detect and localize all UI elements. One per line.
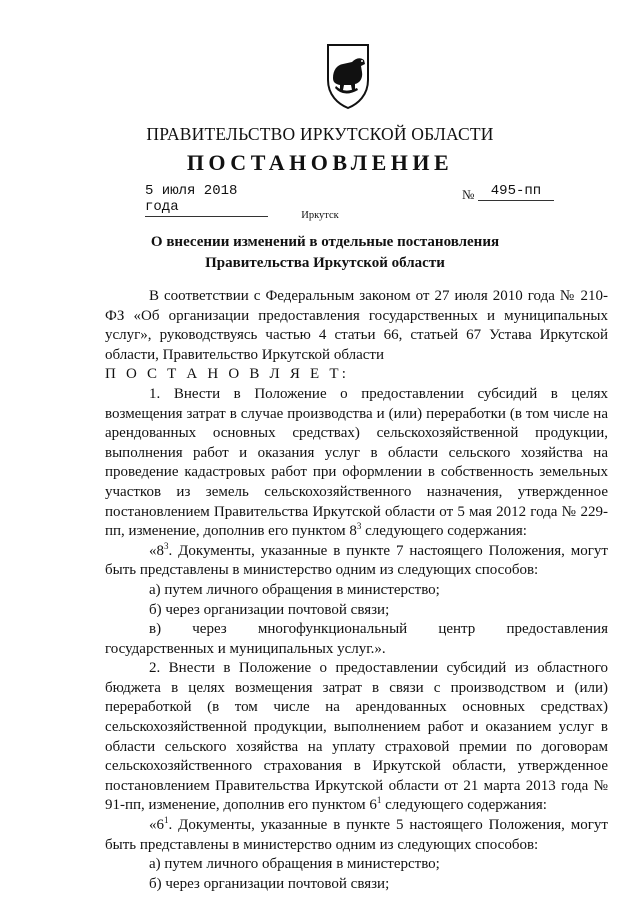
quote-1-paragraph (105, 542, 608, 581)
document-number: 495-пп (478, 183, 554, 201)
quote-1-start: «8 (149, 542, 164, 559)
irkutsk-coat-of-arms-icon (322, 42, 374, 110)
quote-2-option-b: б) через организации почтовой связи; (149, 875, 390, 892)
number-sign: № (462, 187, 475, 202)
item-1-superscript: 3 (356, 521, 362, 532)
item-1-text: 1. Внести в Положение о предоставлении субсидий в целях возмещения затрат в случае производства и (или) переработки (в том числе на арендованных основных средствах) сельскохозяйственной продукции, выполнения работ и оказания услуг в области сельского хозяйства на проведение кадастровых работ при оформлении в собственность земельных участков из земель сельскохозяйственного назначения, утвержденное постановлением Правительства Иркутской области от 5 мая 2012 года № 229-пп, изменение, дополнив его пунктом 8 (105, 385, 608, 540)
item-2-paragraph (105, 659, 608, 816)
item-2-text: 2. Внести в Положение о предоставлении субсидий из областного бюджета в целях возмещения затрат в связи с производством и (или) переработкой (в том числе на арендованных основных средствах) сельскохозяйственной продукции, выполнением работ и оказанием услуг в области сельского хозяйства на уплату страховой премии по договорам сельскохозяйственного страхования в Иркутской области, утвержденное постановлением Правительства Иркутской области от 21 марта 2013 года № 91-пп, изменение, дополнив его пунктом 6 (105, 660, 608, 814)
quote-2-superscript: 1 (164, 815, 169, 826)
quote-1-superscript: 3 (164, 540, 169, 551)
document-body (105, 287, 608, 894)
government-name: ПРАВИТЕЛЬСТВО ИРКУТСКОЙ ОБЛАСТИ (146, 124, 494, 144)
quote-1-option-a: а) путем личного обращения в министерство; (149, 581, 440, 598)
intro-paragraph: В соответствии с Федеральным законом от 27 июля 2010 года № 210-ФЗ «Об организации предоставления государственных и муниципальных услуг», руководствуясь частью 4 статьи 66, статьей 67 Устава Иркутской области, Правительство Иркутской области (105, 288, 608, 363)
quote-2-option-a: а) путем личного обращения в министерство; (149, 856, 440, 873)
quote-1-option-c: в) через многофункциональный центр предоставления государственных и муниципальных услуг.». (105, 621, 608, 657)
city-name: Иркутск (301, 210, 339, 221)
quote-2-paragraph (105, 816, 608, 855)
document-date: 5 июля 2018 года (145, 183, 268, 217)
resolves-heading: П О С Т А Н О В Л Я Е Т: (105, 366, 350, 383)
quote-2-text: . Документы, указанные в пункте 5 настоящего Положения, могут быть представлены в министерство одним из следующих способов: (105, 817, 608, 853)
item-1-paragraph (105, 385, 608, 542)
item-1-end: следующего содержания: (361, 523, 527, 540)
item-2-end: следующего содержания: (381, 797, 547, 814)
quote-1-option-b: б) через организации почтовой связи; (149, 601, 390, 618)
document-type: ПОСТАНОВЛЕНИЕ (186, 150, 454, 175)
document-title: О внесении изменений в отдельные постановления Правительства Иркутской области (150, 234, 500, 271)
item-2-superscript: 1 (376, 795, 382, 806)
quote-1-text: . Документы, указанные в пункте 7 настоящего Положения, могут быть представлены в министерство одним из следующих способов: (105, 542, 608, 579)
quote-2-start: «6 (149, 817, 164, 834)
